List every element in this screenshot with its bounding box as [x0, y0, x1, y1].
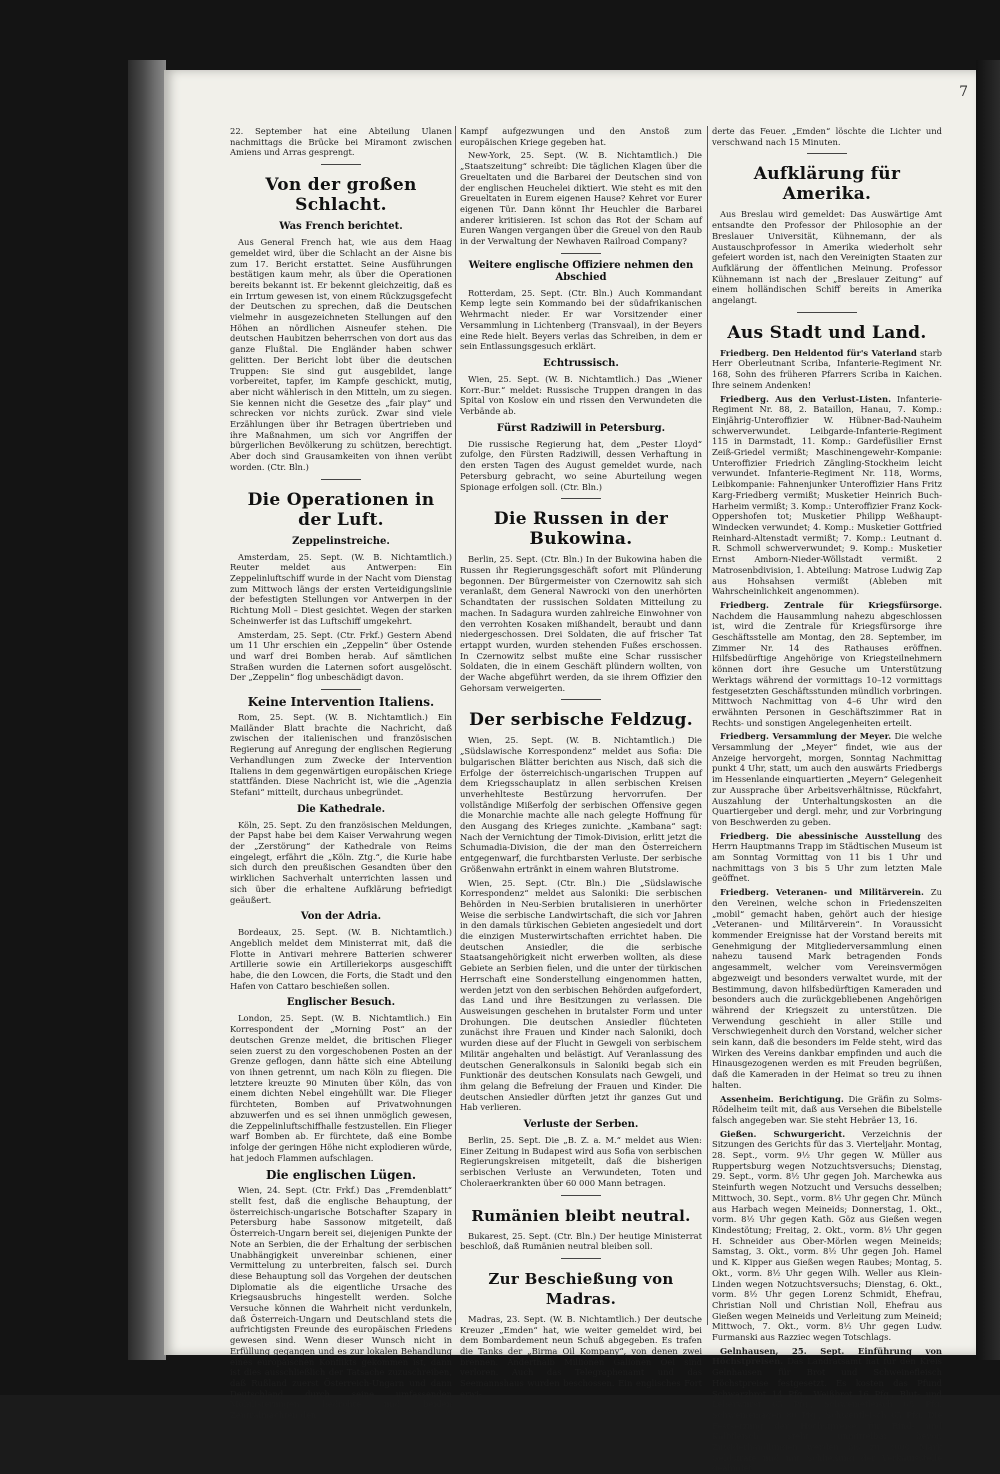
local-news-item [712, 831, 942, 885]
article-body: Berlin, 25. Sept. (Ctr. Bln.) In der Bukowina haben die Russen ihr Regierungsgeschäft sofort mit Plünderung begonnen. Der Bürgermeister von Czernowitz sah sich veranlaßt, dem General Nawrocki von den unerhörten Schandtaten der russischen Soldaten Mitteilung zu machen. In Sadagura wurden zahlreiche Einwohner von den verrohten Kosaken mißhandelt, beraubt und dann niedergeschossen. Drei Soldaten, die auf frischer Tat ertappt wurden, wurden stehenden Fußes erschossen. In Czernowitz selbst mußte eine Schar russischer Soldaten, die in einem Geschäft plündern wollten, von der Wache abgeführt werden, da sie ihrem Offizier den Gehorsam verweigerten. [460, 554, 702, 693]
article-body: Aus General French hat, wie aus dem Haag gemeldet wird, über die Schlacht an der Aisne bis zum 17. Bericht erstattet. Seine Ausführungen bestätigen kaum mehr, als über die Operationen bereits bekannt ist. Er bekennt gleichzeitig, daß es ein Irrtum gewesen ist, von einem Rückzugsgefecht der Deutschen zu sprechen, daß die Deutschen vielmehr in ausgezeichneten Stellungen auf den Höhen an nördlichen Aisneufer stehen. Die deutschen Haubitzen beherrschen von dort aus das ganze Flußtal. Die Engländer haben schwer gelitten. Der Bericht lobt über die deutschen Truppen: Sie sind gut ausgebildet, lange vorbereitet, tapfer, im Kampfe geschickt, mutig, aber nicht wählerisch in den Mitteln, um zu siegen. Sie kennen nicht die Gesetze des „fair play“ und schrecken vor nichts zurück. Zwar sind viele Erzählungen über ihr Betragen übertrieben und ihre Maßnahmen, um sich vor Angriffen der bürgerlichen Bevölkerung zu schützen, berechtigt. Aber doch sind Grausamkeiten von ihnen verübt worden. (Ctr. Bln.) [230, 237, 452, 472]
article-body: Wien, 25. Sept. (W. B. Nichtamtlich.) Das „Wiener Korr.-Bur.“ meldet: Russische Truppen drangen in das Spital von Koslow ein und rissen den Verwundeten die Verbände ab. [460, 373, 702, 417]
separator [321, 479, 361, 480]
local-news-lead: Gießen. Schwurgericht. [720, 1128, 846, 1139]
headline-stadt-und-land: Aus Stadt und Land. [727, 322, 927, 343]
headline-englische-luegen: Die englischen Lügen. [265, 1168, 417, 1183]
col1-intro: 22. September hat eine Abteilung Ulanen nachmittags die Brücke bei Miramont zwischen Amiens und Arras gesprengt. [230, 126, 452, 158]
local-news-text: Infanterie-Regiment Nr. 88, 2. Bataillon, Hanau, 7. Komp.: Einjährig-Unteroffizier W. Hübner-Bad-Nauheim schwerverwundet. Leibgarde-Infanterie-Regiment 115 in Darmstadt, 11. Komp.: Gardefüsilier Ernst Zeiß-Griedel vermißt; Maschinengewehr-Kompanie: Unteroffizier Friedrich Zängling-Stockheim leicht verwundet. Infanterie-Regiment Nr. 118, Worms, Leibkompanie: Fahnenjunker Unteroffizier Hans Fritz Karg-Friedberg vermißt; Musketier Heinrich Buch-Harheim vermißt; 3. Komp.: Unteroffizier Franz Kock-Oppershofen tot; Musketier Philipp Weßhaupt-Windecken verwundet; 4. Komp.: Musketier Gottfried Reinhard-Altenstadt vermißt; 7. Komp.: Leutnant d. R. Schmoll schwerverwundet; 9. Komp.: Musketier Ernst Amborn-Nieder-Wöllstadt vermißt. 2 Matrosenbdivision, 1. Abteilung: Matrose Ludwig Zap aus Hohsahsen vermißt (Ableben mit Wahrscheinlichkeit angenommen). [712, 393, 942, 597]
local-news-item [712, 394, 942, 597]
article-body: Rom, 25. Sept. (W. B. Nichtamtlich.) Ein Mailänder Blatt brachte die Nachricht, daß zwischen der italienischen und französischen Regierung auf Anregung der englischen Regierung Verhandlungen zum Zwecke der Intervention Italiens in dem gegenwärtigen europäischen Kriege stattfänden. Diese Nachricht ist, wie die „Agenzia Stefani“ mitteilt, durchaus unbegründet. [230, 712, 452, 797]
article-body: Bordeaux, 25. Sept. (W. B. Nichtamtlich.) Angeblich meldet dem Ministerrat mit, daß die Flotte in Antivari mehrere Batterien schwerer Artillerie sowie ein Artilleriekorps ausgeschifft habe, die den Lowcen, die Forts, die Stadt und den Hafen von Cattaro beschießen sollen. [230, 927, 452, 991]
local-news-lead: Friedberg. Die abessinische Ausstellung [720, 830, 921, 841]
headline-adria: Von der Adria. [300, 911, 382, 923]
headline-englische-offiziere: Weitere englische Offiziere nehmen den Abschied [468, 259, 694, 283]
separator [561, 699, 601, 700]
local-news-lead: Friedberg. Zentrale für Kriegsfürsorge. [720, 599, 942, 610]
headline-serbische-feldzug: Der serbische Feldzug. [469, 710, 693, 731]
local-news-text: Die Gräfin zu Solms-Rödelheim teilt mit, daß aus Versehen die Bibelstelle falsch angegeben war. Sie steht Hebräer 13, 16. [712, 1093, 942, 1125]
headline-rumaenien-neutral: Rumänien bleibt neutral. [471, 1206, 691, 1225]
page-number: 7 [959, 84, 968, 100]
headline-kathedrale: Die Kathedrale. [296, 803, 386, 815]
local-news-lead: Friedberg. Veteranen- und Militärverein. [720, 887, 924, 898]
local-news-text: Verzeichnis der Sitzungen des Gerichts für das 3. Vierteljahr. Montag, 28. Sept., vorm. 9½ Uhr gegen W. Müller aus Ruppertsburg wegen Notzuchtsversuchs; Dienstag, 29. Sept., vorm. 8½ Uhr gegen Joh. Marchewka aus Steinfurth wegen Notzucht und Versuchs desselben; Mittwoch, 30. Sept., vorm. 8½ Uhr gegen Chr. Münch aus Harbach wegen Meineids; Donnerstag, 1. Okt., vorm. 8½ Uhr gegen Kath. Göz aus Gießen wegen Kindestötung; Freitag, 2. Okt., vorm. 8½ Uhr gegen H. Schneider aus Ober-Mörlen wegen Meineids; Samstag, 3. Okt., vorm. 8½ Uhr gegen Joh. Hamel und K. Kipper aus Gießen wegen Raubes; Montag, 5. Okt., vorm. 8½ Uhr gegen Wilh. Weller aus Klein-Linden wegen Notzuchtsversuchs; Dienstag, 6. Okt., vorm. 8½ Uhr gegen Lorenz Schmidt, Ehefrau, Christian Noll und Christian Noll, Ehefrau aus Gießen wegen Meineids und Verleitung zum Meineid; Mittwoch, 7. Okt., vorm. 8½ Uhr gegen Ludw. Furmanski aus Razziec wegen Totschlags. [712, 1128, 942, 1343]
column-3 [712, 126, 942, 1474]
separator [797, 312, 857, 313]
local-news-lead: Assenheim. Berichtigung. [720, 1093, 844, 1104]
local-news-item [712, 348, 942, 391]
separator [561, 1195, 601, 1196]
book-binding [128, 60, 166, 1360]
local-news-lead: Gelnhausen, 25. Sept. Einführung von Höchstpreisen. [712, 1345, 942, 1367]
headline-echtrussisch: Echtrussisch. [543, 357, 619, 369]
page-edge-right [976, 60, 1000, 1360]
separator [321, 689, 361, 690]
col2-intro: Kampf aufgezwungen und den Anstoß zum europäischen Kriege gegeben hat. [460, 126, 702, 147]
newspaper-page [164, 70, 976, 1474]
local-news-text: starb Herr Oberleutnant Scriba, Infanterie-Regiment Nr. 168, Sohn des früheren Pfarrers Scriba in Kaichen. Ihre seinem Andenken! [712, 347, 942, 390]
local-news-text: des Herrn Hauptmanns Trapp im Städtischen Museum ist am Sonntag Vormittag von 11 bis 1 Uhr und nachmittags von 3 bis 5 Uhr zum letzten Male geöffnet. [712, 830, 942, 884]
subhead-zeppelinstreiche: Zeppelinstreiche. [292, 535, 390, 547]
article-body: London, 25. Sept. (W. B. Nichtamtlich.) Ein Korrespondent der „Morning Post“ an der deutschen Grenze meldet, die britischen Flieger seien zuerst zu den vorgeschobenen Posten an der Grenze geflogen, dann hätte sich eine Abteilung von ihnen getrennt, um nach Köln zu fliegen. Die letztere kreuzte 90 Minuten über Köln, das von einem dichten Nebel eingehüllt war. Die Flieger fürchteten, Bomben auf Privatwohnungen abzuwerfen und es sei ihnen unmöglich gewesen, die Zeppelinluftschiffhalle festzustellen. Ein Flieger warf Bomben ab. Er fürchtete, daß eine Bombe infolge der geringen Höhe nicht explodieren würde, hat jedoch Flammen aufschlagen. [230, 1013, 452, 1163]
local-news-lead: Friedberg. Versammlung der Meyer. [720, 731, 892, 742]
headline-aufklaerung-amerika: Aufklärung für Amerika. [753, 164, 901, 205]
separator [321, 164, 361, 165]
local-news-item [712, 1129, 942, 1343]
local-news-list [712, 348, 942, 1474]
headline-grosse-schlacht: Von der großen Schlacht. [265, 175, 417, 216]
subhead-french: Was French berichtet. [279, 221, 403, 233]
column-2 [460, 126, 702, 1399]
column-rule-2 [707, 126, 708, 1325]
article-body: New-York, 25. Sept. (W. B. Nichtamtlich.) Die „Staatszeitung“ schreibt: Die täglichen Klagen über die Greueltaten und die Barbarei der Deutschen sind von der englischen Heuchelei diktiert. Wie steht es mit den Greueltaten in Eurem eigenen Hause? Kehret vor Eurer eigenen Tür. Dann könnt Ihr Heuchler die Barbarei anderer kritisieren. Ist schon das Rot der Scham auf Euren Wangen vergangen über die Greuel von den Raub in der Verwaltung der Newhaven Railroad Company? [460, 150, 702, 247]
article-body: Madras, 23. Sept. (W. B. Nichtamtlich.) Der deutsche Kreuzer „Emden“ hat, wie weiter gemeldet wird, bei dem Bombardement neun Schuß abgegeben. Es trafen die Tanks der „Birma Oil Kompany“, von denen zwei brennen. Anderthalb Millionen Gallonen Oel sind verloren. Auch das Telegraphenamt und das Seemannshaus wurden beschossen. Ein englisches Fort erwi- [460, 1313, 702, 1399]
local-news-text: Nachdem die Hausammlung nahezu abgeschlossen ist, wird die Zentrale für Kriegsfürsorge ihre Geschäftsstelle am Montag, den 28. September, im Zimmer Nr. 14 des Rathauses eröffnen. Hilfsbedürftige Angehörige von Kriegsteilnehmern können dort ihre Gesuche um Unterstützung Werktags während der vormittags 10–12 vormittags festgesetzten Geschäftsstunden mündlich vorbringen. Mittwoch Nachmittag von 4–6 Uhr wird den erwähnten Personen in Geschäftszimmer Rat in Rechts- und sonstigen Angelegenheiten erteilt. [712, 610, 942, 728]
article-body: Amsterdam, 25. Sept. (W. B. Nichtamtlich.) Reuter meldet aus Antwerpen: Ein Zeppelinluftschiff wurde in der Nacht vom Dienstag zum Mittwoch längs der ersten Verteidigungslinie der befestigten Stellungen vor Antwerpen in der Richtung Moll – Diest gesichtet. Wegen der starken Scheinwerfer ist das Luftschiff umgekehrt. [230, 551, 452, 626]
separator [807, 153, 847, 154]
article-body: Die russische Regierung hat, dem „Pester Lloyd“ zufolge, den Fürsten Radziwill, dessen Verhaftung in den ersten Tagen des August gemeldet wurde, nach Petersburg gebracht, wo seine Aburteilung wegen Spionage erfolgen soll. (Ctr. Bln.) [460, 438, 702, 492]
headline-verluste-serben: Verluste der Serben. [523, 1119, 639, 1131]
headline-englischer-besuch: Englischer Besuch. [286, 997, 396, 1009]
headline-operationen-luft: Die Operationen in der Luft. [247, 489, 435, 530]
article-body: Aus Breslau wird gemeldet: Das Auswärtige Amt entsandte den Professor der Philosophie an der Breslauer Universität, Kühnemann, der als Austauschprofessor in Amerika wiederholt sehr gefeiert worden ist, nach den Vereinigten Staaten zur Aufklärung der öffentlichen Meinung. Professor Kühnemann ist nach der „Breslauer Zeitung“ auf einem holländischen Schiff bereits in Amerika angelangt. [712, 209, 942, 306]
article-body: Rotterdam, 25. Sept. (Ctr. Bln.) Auch Kommandant Kemp legte sein Kommando bei der südafrikanischen Wehrmacht nieder. Er war Vorsitzender einer Versammlung in Lichtenberg (Transvaal), in der Beyers eine Rede hielt. Beyers verlas das Schreiben, in dem er sein Entlassungsgesuch erklärt. [460, 287, 702, 352]
headline-beschiessung-madras: Zur Beschießung von Madras. [488, 1269, 674, 1308]
article-body: Wien, 25. Sept. (Ctr. Bln.) Die „Südslawische Korrespondenz“ meldet aus Saloniki: Die serbischen Behörden in Neu-Serbien brutalisieren in unerhörter Weise die serbische Landwirtschaft, die sich vor Jahren in den damals türkischen Gebieten angesiedelt und dort die einzigen Musterwirtschaften errichtet haben. Die deutschen Ansiedler, die die serbische Staatsangehörigkeit nicht erwerben wollten, als diese Gebiete an Serbien fielen, und die unter der türkischen Herrschaft eine Sonderstellung eingenommen hatten, werden jetzt von den serbischen Behörden aufgefordert, das Land und ihre Besitzungen zu verlassen. Die Ausweisungen geschehen in brutalster Form und unter Drohungen. Die deutschen Ansiedler flüchteten zunächst ihre Frauen und Kinder nach Saloniki, doch wurden diese auf der Flucht in Gewgeli von serbischem Militär angehalten und belästigt. Auf Veranlassung des deutschen Generalkonsuls in Saloniki begab sich ein Funktionär des deutschen Konsulats nach Gewgeli, und ihm gelang die Befreiung der Frauen und Kinder. Die deutschen Ansiedler dürften jetzt ihr ganzes Gut und Hab verlieren. [460, 877, 702, 1113]
article-body: Köln, 25. Sept. Zu den französischen Meldungen, der Papst habe bei dem Kaiser Verwahrung wegen der „Zerstörung“ der Kathedrale von Reims eingelegt, erfährt die „Köln. Ztg.“, die Kurie habe sich durch den preußischen Gesandten über den wirklichen Sachverhalt unterrichten lassen und sich über die erhaltene Aufklärung befriedigt geäußert. [230, 819, 452, 905]
col3-intro: derte das Feuer. „Emden“ löschte die Lichter und verschwand nach 15 Minuten. [712, 126, 942, 147]
local-news-text: Zu den Vereinen, welche schon in Friedenszeiten „mobil“ gemacht haben, gehört auch der hiesige „Veteranen- und Militärverein“. In Voraussicht kommender Ereignisse hat der Vorstand bereits mit Genehmigung der Mitgliederversammlung einen nahezu tausend Mark betragenden Fonds angesammelt, welcher vom Vereinsvermögen abgezweigt und besonders verwaltet wurde, mit der Bestimmung, davon hilfsbedürftigen Kameraden und besonders auch die zurückgebliebenen Angehörigen während der Kriegszeit zu unterstützen. Die Verwendung geschieht in aller Stille und Verschwiegenheit durch den Vorstand, welcher sicher sein kann, daß die besonders im Felde steht, wird das Wirken des Vereins dankbar empfinden und auch die Hinausgezogenen werden es mit Freuden begrüßen, daß die Kameraden in der Heimat so treu zu ihnen halten. [712, 887, 942, 1090]
local-news-lead: Friedberg. Aus den Verlust-Listen. [720, 393, 892, 404]
separator [561, 253, 601, 254]
local-news-item [712, 731, 942, 827]
column-1 [230, 126, 452, 1421]
separator [561, 498, 601, 499]
article-body: Berlin, 25. Sept. Die „B. Z. a. M.“ meldet aus Wien: Einer Zeitung in Budapest wird aus Sofia von serbischen Regierungskreisen mitgeteilt, daß die bisherigen serbischen Verluste an Verwundeten, Toten und Choleraerkrankten über 60 000 Mann betragen. [460, 1135, 702, 1188]
headline-radziwill: Fürst Radziwill in Petersburg. [496, 422, 666, 434]
local-news-item [712, 600, 942, 728]
headline-russen-bukowina: Die Russen in der Bukowina. [493, 509, 669, 550]
local-news-text: Die welche Versammlung der „Meyer“ findet, wie aus der Anzeige hervorgeht, morgen, Sonntag Nachmittag punkt 4 Uhr, statt, um auch den auswärts Friedbergs im Hessenlande einquartierten „Meyern“ Gelegenheit zur Aussprache über Arbeitsverhältnisse, Rückfahrt, Auszahlung der Unterhaltungskosten an die Quartiergeber und dergl. mehr, und zur Vorbringung von Beschwerden zu geben. [712, 731, 942, 827]
local-news-lead: Friedberg. Den Heldentod für's Vaterland [720, 347, 917, 358]
article-body: Wien, 25. Sept. (W. B. Nichtamtlich.) Die „Südslawische Korrespondenz“ meldet aus Sofia: Die bulgarischen Blätter berichten aus Nisch, daß sich die Erfolge der österreichisch-ungarischen Truppen auf dem Kriegsschauplatz in allen serbischen Kreisen unverhehlteste Bestürzung hervorrufen. Der vollständige Mißerfolg der serbischen Offensive gegen die Monarchie machte alle nach gelegte Hoffnung für den Ausgang des Krieges zunichte. „Kambana“ sagt: Nach der Vernichtung der Timok-Division, erlitt jetzt die Schumadia-Division, die der man den Österreichern entgegenwarf, die furchtbarsten Verluste. Der serbische Größenwahn ertränkt in einem wahren Blutstrome. [460, 735, 702, 874]
article-body: Amsterdam, 25. Sept. (Ctr. Frkf.) Gestern Abend um 11 Uhr erschien ein „Zeppelin“ über Ostende und warf drei Bomben herab. Auf sämtlichen Straßen wurden die Laternen sofort ausgelöscht. Der „Zeppelin“ flog unbeschädigt davon. [230, 629, 452, 683]
local-news-item [712, 1094, 942, 1126]
column-rule-1 [455, 126, 456, 1325]
local-news-item [712, 887, 942, 1090]
article-body: Wien, 24. Sept. (Ctr. Frkf.) Das „Fremdenblatt“ stellt fest, daß die englische Behauptung, der österreichisch-ungarische Botschafter Szapary in Petersburg habe Sassonow mitgeteilt, daß Österreich-Ungarn bereit sei, diejenigen Punkte der Note an Serbien, die der Erhaltung der serbischen Unabhängigkeit unvereinbar schienen, einer Vermittelung zu unterbreiten, falsch sei. Durch diese Behauptung soll das Vorgehen der deutschen Diplomatie als die eigentliche Ursache des Kriegsausbruchs hingestellt werden. Solche Versuche können die Wahrheit nicht verdunkeln, daß Österreich-Ungarn und Deutschland stets die aufrichtigsten Freunde des europäischen Friedens gewesen sind. Wenn dieser Wunsch nicht in Erfüllung gegangen und es zur lokalen Behandlung eines europäischen Konflikts gekommen ist, dann ist dies ausschließlich der Tatsache zuzuschreiben, daß Rußland zuerst Österreich-Ungarn und dann Deutschland durch seine umfassenden Mobilisierungen bedrohte und beiden Zentralmächten den [230, 1185, 452, 1421]
headline-intervention-italiens: Keine Intervention Italiens. [247, 695, 435, 710]
article-body: Bukarest, 25. Sept. (Ctr. Bln.) Der heutige Ministerrat beschloß, daß Rumänien neutral bleiben soll. [460, 1230, 702, 1252]
local-news-item [712, 1346, 942, 1474]
separator [561, 1258, 601, 1259]
local-news-text: Das Landratsamt hat für den Kreis Gelnhausen für Brot und Schweinefleisch Höchstpreise festgesetzt. Es kosten das Pfund Schwarzbrot 14 Pfg., Weißbrot 16 Pfg., Blut- und Leberwurst 65 Pfg., Schweinefleisch 65 Pfg. Schweinemagen 80 Pfg., Schwenfleisch 65 Pfg. Die Festsetzung der Höchstpreise für Rind- und Kalbfleisch steht unmittelbar bevor. Zuwiderhandlungen werden bis zu 3000 Mark Geldstrafe und mit Schließung der Verkaufsstelle geahndet. [712, 1356, 942, 1474]
